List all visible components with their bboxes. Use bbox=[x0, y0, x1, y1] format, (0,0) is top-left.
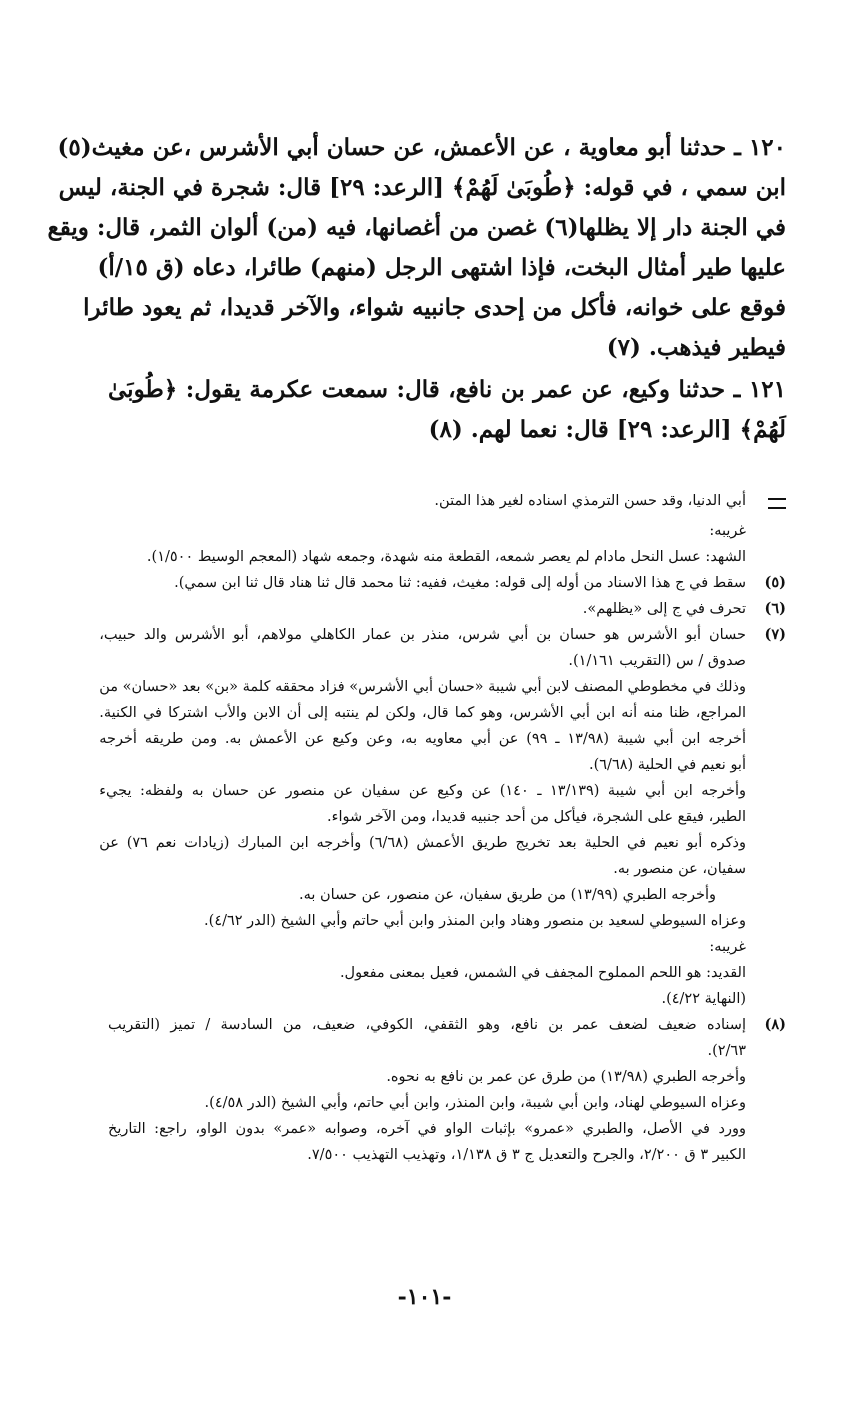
footnote-line: وورد في الأصل، والطبري «عمرو» بإثبات الواو في آخره، وصوابه «عمر» بدون الواو، راجع: التاريخ bbox=[108, 1121, 746, 1137]
footnote-continuation bbox=[108, 544, 786, 570]
footnote-line: حسان أبو الأشرس هو حسان بن أبي شرس، منذر بن عمار الكاهلي مولاهم، أبو الأشرس والد حبيب، bbox=[99, 627, 746, 643]
continuation-dash-icon bbox=[768, 498, 786, 509]
footnote-number: (٦) bbox=[764, 600, 786, 617]
main-line: ابن سمي ، في قوله: ﴿طُوبَىٰ لَهُمْ﴾ [الرعد: ٢٩] قال: شجرة في الجنة، ليس bbox=[58, 174, 786, 201]
footnote-line: (النهاية ٤/٢٢). bbox=[661, 991, 746, 1007]
footnote-line: إسناده ضعيف لضعف عمر بن نافع، وهو الثقفي، الكوفي، ضعيف، من السادسة / تميز (التقريب bbox=[108, 1017, 746, 1033]
footnote-number: (٨) bbox=[764, 1016, 786, 1033]
footnote-line: تحرف في ج إلى «يظلهم». bbox=[582, 601, 746, 617]
footnote-line: سقط في ج هذا الاسناد من أوله إلى قوله: مغيث، ففيه: ثنا محمد قال ثنا هناد قال ثنا ابن سمي). bbox=[174, 575, 746, 591]
footnote-line: صدوق / س (التقريب ١/١٦١). bbox=[568, 653, 746, 669]
main-line: فيطير فيذهب. (٧) bbox=[606, 334, 786, 361]
footnote-line: سفيان، عن منصور به. bbox=[613, 861, 746, 877]
footnote-line: القديد: هو اللحم المملوح المجفف في الشمس، فعيل بمعنى مفعول. bbox=[339, 965, 746, 981]
footnote-line: غريبه: bbox=[709, 939, 746, 955]
footnote-line: وذكره أبو نعيم في الحلية بعد تخريج طريق الأعمش (٦/٦٨) وأخرجه ابن المبارك (زيادات نعم ٧٦) عن bbox=[99, 835, 746, 851]
footnote-line: غريبه: bbox=[709, 523, 746, 539]
footnote-continuation bbox=[108, 488, 786, 518]
main-line: عليها طير أمثال البخت، فإذا اشتهى الرجل (منهم) طائرا، دعاه (ق ١٥/أ) bbox=[97, 254, 786, 281]
main-line: ١٢١ ـ حدثنا وكيع، عن عمر بن نافع، قال: سمعت عكرمة يقول: ﴿طُوبَىٰ bbox=[108, 376, 786, 403]
footnote-line: أبو نعيم في الحلية (٦/٦٨). bbox=[588, 757, 746, 773]
footnote-line: أبي الدنيا، وقد حسن الترمذي اسناده لغير هذا المتن. bbox=[434, 493, 746, 509]
main-line: ١٢٠ ـ حدثنا أبو معاوية ، عن الأعمش، عن حسان أبي الأشرس ،عن مغيث(٥) bbox=[57, 134, 786, 161]
footnote-line: وأخرجه ابن أبي شيبة (١٣/١٣٩ ـ ١٤٠) عن وكيع عن سفيان عن منصور عن حسان به ولفظه: يجيء bbox=[99, 783, 746, 799]
main-line: فوقع على خوانه، فأكل من إحدى جانبيه شواء، والآخر قديدا، ثم يعود طائرا bbox=[83, 294, 786, 321]
footnote-line: الكبير ٣ ق ٢/٢٠٠، والجرح والتعديل ج ٣ ق ١/١٣٨، وتهذيب التهذيب ٧/٥٠٠. bbox=[307, 1147, 746, 1163]
main-line: في الجنة دار إلا يظلها(٦) غصن من أغصانها، فيه (من) ألوان الثمر، قال: ويقع bbox=[47, 214, 786, 241]
footnote-line: وأخرجه الطبري (١٣/٩٨) من طرق عن عمر بن نافع به نحوه. bbox=[386, 1069, 746, 1085]
main-line: لَهُمْ﴾ [الرعد: ٢٩] قال: نعما لهم. (٨) bbox=[428, 416, 786, 443]
footnote-7 bbox=[99, 622, 786, 1012]
footnote-number: (٥) bbox=[764, 574, 786, 591]
footnote-line: وعزاه السيوطي لهناد، وابن أبي شيبة، وابن المنذر، وابن أبي حاتم، وأبي الشيخ (الدر ٤/٥٨). bbox=[204, 1095, 746, 1111]
footnote-line: وعزاه السيوطي لسعيد بن منصور وهناد وابن المنذر وابن أبي حاتم وأبي الشيخ (الدر ٤/٦٢). bbox=[204, 913, 746, 929]
footnote-line: الطير، فيقع على الشجرة، فيأكل من أحد جنبيه قديدا، ومن الآخر شواء. bbox=[327, 809, 746, 825]
footnote-number: (٧) bbox=[764, 626, 786, 643]
page-number: -١٠١- bbox=[397, 1284, 452, 1310]
footnote-line: المراجع، ظنا منه أنه ابن أبي الأشرس، وهو كما قال، ولكن لم ينتبه إلى أن الابن والأب اشتركا في الكنية. bbox=[99, 705, 746, 721]
footnote-line: ٢/٦٣). bbox=[707, 1043, 746, 1059]
main-text bbox=[47, 128, 786, 450]
footnote-8 bbox=[108, 1012, 786, 1168]
footnote-line: وذلك في مخطوطي المصنف لابن أبي شيبة «حسان أبي الأشرس» فزاد محققه كلمة «بن» بعد «حسان» من bbox=[99, 679, 746, 695]
footnote-line: وأخرجه الطبري (١٣/٩٩) من طريق سفيان، عن منصور، عن حسان به. bbox=[299, 887, 716, 903]
footnotes bbox=[99, 488, 786, 1168]
footnote-line: الشهد: عسل النحل مادام لم يعصر شمعه، القطعة منه شهدة، وجمعه شهاد (المعجم الوسيط ١/٥٠٠). bbox=[146, 549, 746, 565]
footnote-6 bbox=[108, 596, 786, 622]
footnote-continuation bbox=[108, 518, 786, 544]
footnote-5 bbox=[108, 570, 786, 596]
footnote-line: أخرجه ابن أبي شيبة (١٣/٩٨ ـ ٩٩) عن أبي معاويه به، وعن وكيع عن الأعمش به. ومن طريقه أخرجه bbox=[99, 731, 746, 747]
